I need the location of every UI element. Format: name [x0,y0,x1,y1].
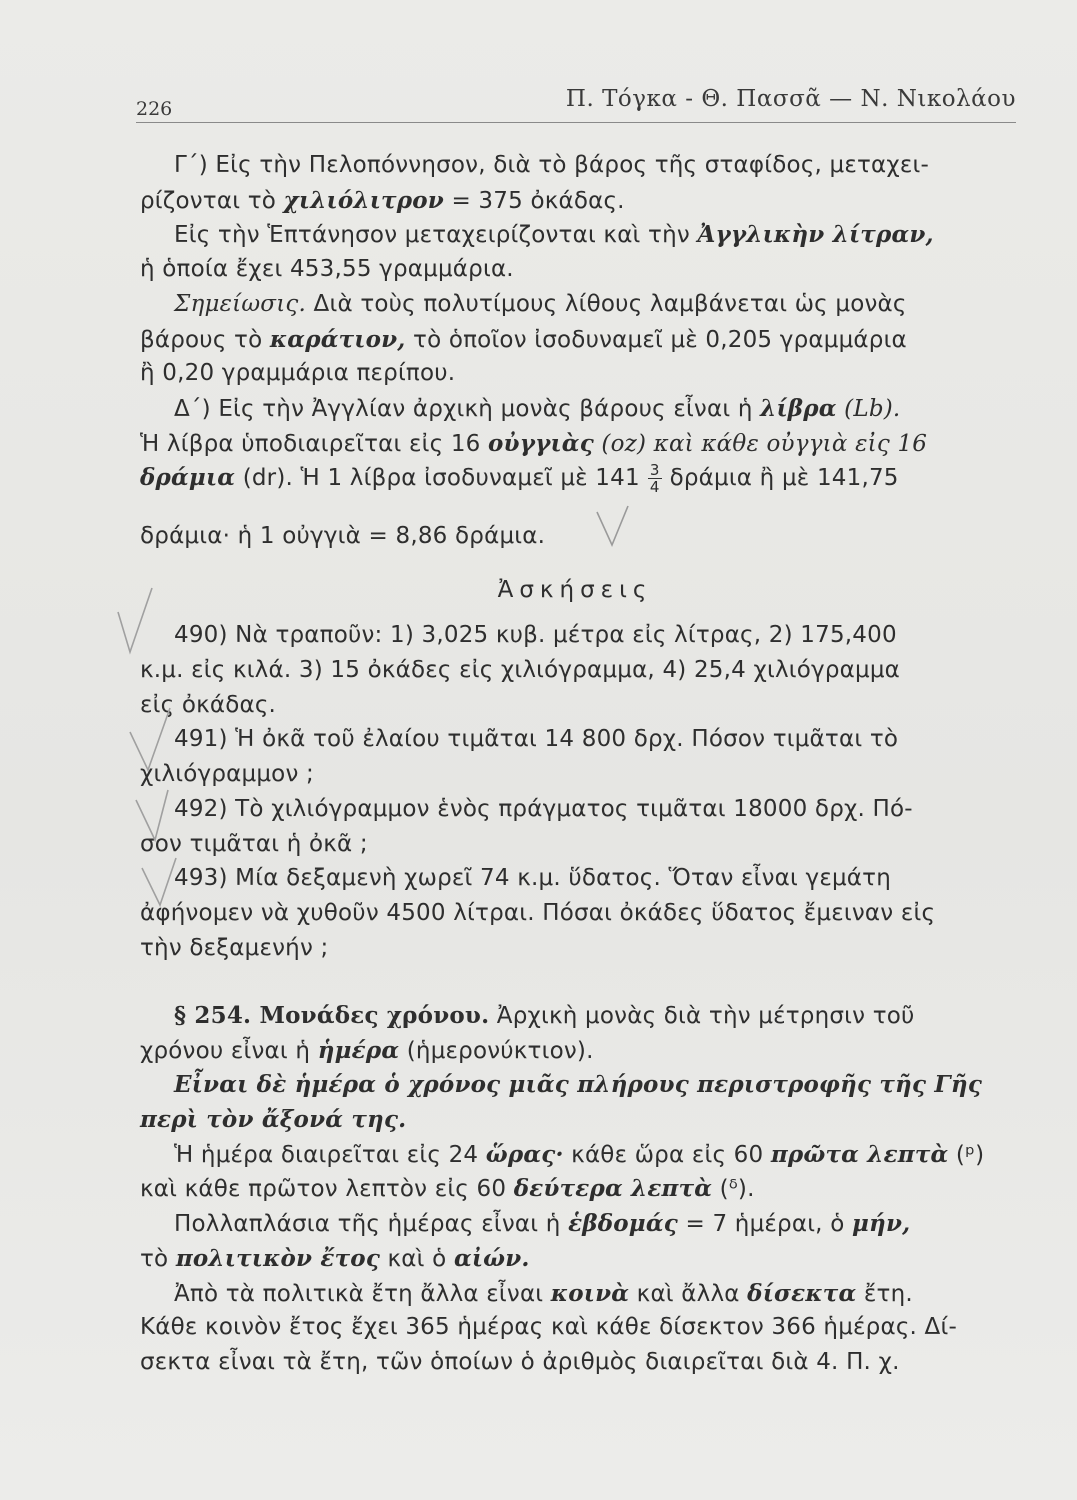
text-line: Ἡ λίβρα ὑποδιαιρεῖται εἰς 16 οὐγγιὰς (oz) καὶ κάθε οὐγγιὰ εἰς 16 [140,430,928,457]
text-line: Πολλαπλάσια τῆς ἡμέρας εἶναι ἡ ἑβδομάς = 7 ἡμέραι, ὁ μήν, [174,1210,911,1237]
text-line: Γ΄) Εἰς τὴν Πελοπόννησον, διὰ τὸ βάρος τῆς σταφίδος, μεταχει- [174,152,930,178]
exercise-line: χιλιόγραμμον ; [140,761,314,787]
text-line: Κάθε κοινὸν ἔτος ἔχει 365 ἡμέρας καὶ κάθε δίσεκτον 366 ἡμέρας. Δί- [140,1314,957,1340]
text-line: Ἡ ἡμέρα διαιρεῖται εἰς 24 ὥρας· κάθε ὥρα εἰς 60 πρῶτα λεπτὰ (ᵖ) [174,1141,985,1168]
exercise-line: 492) Τὸ χιλιόγραμμον ἑνὸς πράγματος τιμᾶται 18000 δρχ. Πό- [174,796,913,822]
check-mark-icon [130,708,170,770]
exercise-line: εἰς ὀκάδας. [140,692,277,718]
text-line: ἡ ὁποία ἔχει 453,55 γραμμάρια. [140,256,514,282]
check-mark-icon [136,790,168,840]
exercise-line: σον τιμᾶται ἡ ὀκᾶ ; [140,831,368,857]
exercise-line: 491) Ἡ ὀκᾶ τοῦ ἐλαίου τιμᾶται 14 800 δρχ. Πόσον τιμᾶται τὸ [174,726,899,752]
fraction: $\frac{3}{4}$ [649,461,660,496]
text-line: ἢ 0,20 γραμμάρια περίπου. [140,360,456,386]
check-mark-icon [118,588,152,652]
text-line: Δ΄) Εἰς τὴν Ἀγγλίαν ἀρχικὴ μονὰς βάρους εἶναι ἡ λίβρα (Lb). [174,395,901,422]
text-line: περὶ τὸν ἄξονά της. [140,1106,407,1133]
text-line: δράμια· ἡ 1 οὐγγιὰ = 8,86 δράμια. [140,523,546,549]
section-heading-exercises: Ἀσκήσεις [497,577,653,603]
exercise-line: 493) Μία δεξαμενὴ χωρεῖ 74 κ.μ. ὕδατος. Ὅταν εἶναι γεμάτη [174,865,891,891]
check-mark-icon [597,506,628,545]
exercise-line: κ.μ. εἰς κιλά. 3) 15 ὀκάδες εἰς χιλιόγραμμα, 4) 25,4 χιλιόγραμμα [140,657,901,683]
running-head: Π. Τόγκα - Θ. Πασσᾶ — Ν. Νικολάου [565,86,1016,112]
text-line: τὸ πολιτικὸν ἔτος καὶ ὁ αἰών. [140,1245,530,1272]
text-line: Εἰς τὴν Ἑπτάνησον μεταχειρίζονται καὶ τὴν Ἀγγλικὴν λίτραν, [174,221,934,248]
page-number: 226 [136,98,173,120]
text-line: Σημείωσις. Διὰ τοὺς πολυτίμους λίθους λαμβάνεται ὡς μονὰς [174,291,907,317]
text-line: Εἶναι δὲ ἡμέρα ὁ χρόνος μιᾶς πλήρους περιστροφῆς τῆς Γῆς [174,1071,983,1098]
text-line: χρόνου εἶναι ἡ ἡμέρα (ἡμερονύκτιον). [140,1037,594,1064]
exercise-line: τὴν δεξαμενήν ; [140,935,329,961]
exercise-line: ἀφήνομεν νὰ χυθοῦν 4500 λίτραι. Πόσαι ὀκάδες ὕδατος ἔμειναν εἰς [140,900,936,926]
text-line: καὶ κάθε πρῶτον λεπτὸν εἰς 60 δεύτερα λεπτὰ (ᵟ). [140,1175,755,1202]
text-line: Ἀπὸ τὰ πολιτικὰ ἔτη ἄλλα εἶναι κοινὰ καὶ ἄλλα δίσεκτα ἔτη. [174,1280,913,1307]
text-line: σεκτα εἶναι τὰ ἔτη, τῶν ὁποίων ὁ ἀριθμὸς διαιρεῖται διὰ 4. Π. χ. [140,1349,900,1375]
exercise-line: 490) Νὰ τραποῦν: 1) 3,025 κυβ. μέτρα εἰς λίτρας, 2) 175,400 [174,622,897,648]
text-line: βάρους τὸ καράτιον, τὸ ὁποῖον ἰσοδυναμεῖ μὲ 0,205 γραμμάρια [140,326,907,353]
check-mark-icon [142,858,176,905]
text-line: ρίζονται τὸ χιλιόλιτρον = 375 ὀκάδας. [140,187,625,214]
text-line: δράμια (dr). Ἡ 1 λίβρα ἰσοδυναμεῖ μὲ 141 $\frac{3}{4}$ δράμια ἢ μὲ 141,75 [140,461,899,496]
section-254-line: § 254. Μονάδες χρόνου. Ἀρχικὴ μονὰς διὰ τὴν μέτρησιν τοῦ [174,1002,915,1029]
